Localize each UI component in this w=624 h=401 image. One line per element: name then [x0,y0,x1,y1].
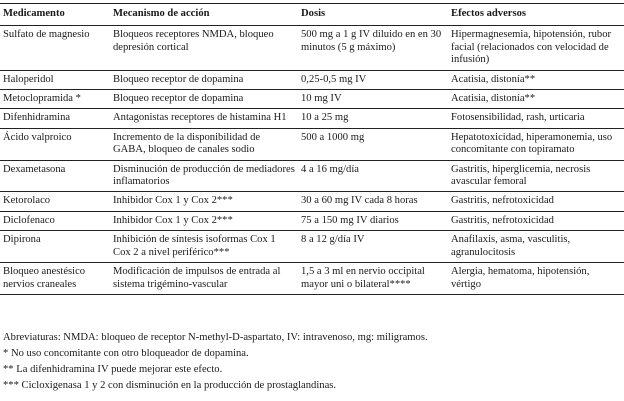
cell-efectos: Anafilaxis, asma, vasculitis, agranulocitosis [448,231,624,263]
table-row [0,263,624,295]
table-row [0,231,624,263]
cell-mecanismo: Bloqueo receptor de dopamina [110,90,298,109]
cell-dosis: 4 a 16 mg/día [298,160,448,192]
cell-mecanismo: Incremento de la disponibilidad de GABA, bloqueo de canales sodio [110,128,298,160]
table-row [0,192,624,211]
table-row [0,211,624,230]
cell-mecanismo: Modificación de impulsos de entrada al sistema trigémino-vascular [110,263,298,295]
cell-efectos: Fotosensibilidad, rash, urticaria [448,109,624,128]
cell-dosis: 1,5 a 3 ml en nervio occipital mayor uni o bilateral**** [298,263,448,295]
cell-medicamento: Ketorolaco [0,192,110,211]
cell-medicamento: Difenhidramina [0,109,110,128]
cell-dosis: 500 mg a 1 g IV diluido en en 30 minutos (5 g máximo) [298,26,448,70]
table-header-row [0,4,624,26]
footnote-2: ** La difenhidramina IV puede mejorar este efecto. [3,364,223,375]
table-footnotes [3,330,621,394]
table-row [0,160,624,192]
cell-medicamento: Haloperidol [0,70,110,89]
cell-dosis: 8 a 12 g/día IV [298,231,448,263]
cell-dosis: 75 a 150 mg IV diarios [298,211,448,230]
cell-mecanismo: Bloqueo receptor de dopamina [110,70,298,89]
table-row [0,70,624,89]
cell-efectos: Gastritis, nefrotoxicidad [448,211,624,230]
table-row [0,109,624,128]
footnote-1: * No uso concomitante con otro bloqueador de dopamina. [3,348,249,359]
header-medicamento: Medicamento [0,4,110,26]
footnote-3: *** Cicloxigenasa 1 y 2 con disminución en la producción de prostaglandinas. [3,380,337,391]
cell-dosis: 10 mg IV [298,90,448,109]
cell-efectos: Hipermagnesemia, hipotensión, rubor facial (relacionados con velocidad de infusión) [448,26,624,70]
cell-mecanismo: Inhibidor Cox 1 y Cox 2*** [110,211,298,230]
cell-mecanismo: Inhibidor Cox 1 y Cox 2*** [110,192,298,211]
cell-medicamento: Bloqueo anestésico nervios craneales [0,263,110,295]
header-dosis: Dosis [298,4,448,26]
cell-medicamento: Diclofenaco [0,211,110,230]
footnote-abbreviations: Abreviaturas: NMDA: bloqueo de receptor N-methyl-D-aspartato, IV: intravenoso, mg: miligramos. [3,332,428,343]
header-mecanismo: Mecanismo de acción [110,4,298,26]
cell-mecanismo: Antagonistas receptores de histamina H1 [110,109,298,128]
cell-dosis: 0,25-0,5 mg IV [298,70,448,89]
cell-medicamento: Sulfato de magnesio [0,26,110,70]
table-row [0,90,624,109]
cell-efectos: Gastritis, hiperglicemia, necrosis avascular femoral [448,160,624,192]
cell-mecanismo: Bloqueos receptores NMDA, bloqueo depresión cortical [110,26,298,70]
table-row [0,128,624,160]
cell-efectos: Hepatotoxicidad, hiperamonemia, uso concomitante con topiramato [448,128,624,160]
cell-medicamento: Ácido valproico [0,128,110,160]
cell-efectos: Acatisia, distonía** [448,70,624,89]
header-efectos: Efectos adversos [448,4,624,26]
cell-efectos: Acatisia, distonía** [448,90,624,109]
cell-dosis: 30 a 60 mg IV cada 8 horas [298,192,448,211]
cell-efectos: Gastritis, nefrotoxicidad [448,192,624,211]
table-row [0,26,624,70]
medication-table [0,3,624,295]
cell-dosis: 10 a 25 mg [298,109,448,128]
cell-dosis: 500 a 1000 mg [298,128,448,160]
cell-medicamento: Metoclopramida * [0,90,110,109]
cell-mecanismo: Disminución de producción de mediadores inflamatorios [110,160,298,192]
cell-mecanismo: Inhibición de síntesis isoformas Cox 1 Cox 2 a nivel periférico*** [110,231,298,263]
cell-medicamento: Dexametasona [0,160,110,192]
cell-efectos: Alergia, hematoma, hipotensión, vértigo [448,263,624,295]
cell-medicamento: Dipirona [0,231,110,263]
